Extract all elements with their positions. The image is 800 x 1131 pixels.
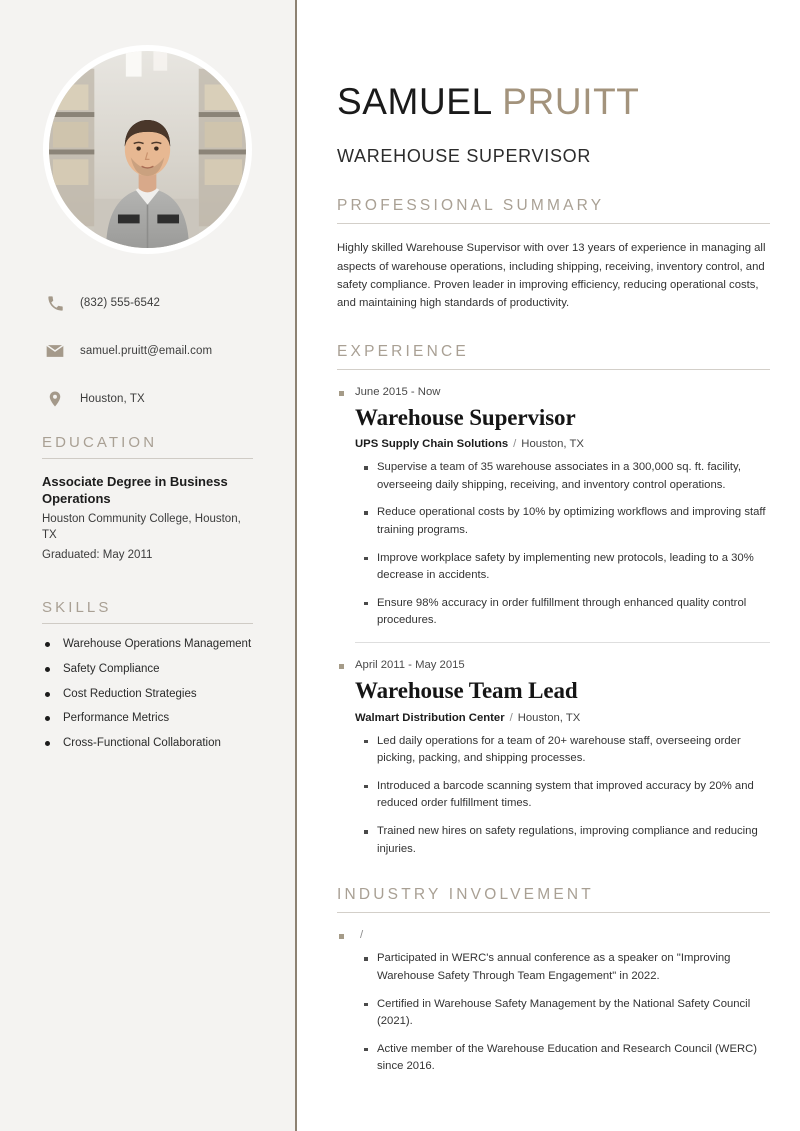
entry-company-line — [355, 438, 770, 450]
envelope-icon — [42, 338, 68, 364]
entry-bullet-list — [337, 950, 770, 1076]
entry-company-line — [355, 929, 770, 941]
contact-location[interactable] — [42, 386, 253, 412]
entry-bullet: Active member of the Warehouse Education and Research Council (WERC) since 2016. — [377, 1041, 770, 1076]
last-name: PRUITT — [502, 80, 640, 122]
warehouse-worker-portrait-illustration — [49, 51, 246, 248]
industry-involvement-rule — [337, 912, 770, 913]
phone-value: (832) 555-6542 — [80, 297, 161, 309]
experience-heading: EXPERIENCE — [337, 342, 469, 360]
skill-item: Cost Reduction Strategies — [42, 688, 253, 702]
experience-entry — [337, 386, 770, 643]
experience-rule — [337, 369, 770, 370]
professional-summary-heading: PROFESSIONAL SUMMARY — [337, 197, 605, 215]
profile-photo — [49, 51, 246, 248]
experience-section — [337, 343, 770, 859]
job-title: WAREHOUSE SUPERVISOR — [337, 146, 592, 167]
location-value: Houston, TX — [80, 393, 145, 405]
entry-bullet: Trained new hires on safety regulations, improving compliance and reducing injuries. — [377, 823, 770, 858]
industry-involvement-list — [337, 929, 770, 1076]
entry-bullet: Reduce operational costs by 10% by optimizing workflows and improving staff training programs. — [377, 504, 770, 539]
skills-list — [42, 638, 253, 751]
entry-bullet: Supervise a team of 35 warehouse associates in a 300,000 sq. ft. facility, overseeing daily shipping, receiving, and inventory control operations. — [377, 459, 770, 494]
entry-role: Warehouse Team Lead — [355, 678, 578, 704]
entry-company: UPS Supply Chain Solutions — [355, 438, 509, 451]
entry-role: Warehouse Supervisor — [355, 404, 576, 430]
education-degree: Associate Degree in Business Operations — [42, 474, 228, 507]
location-pin-icon — [42, 386, 68, 412]
entry-company-line — [355, 712, 770, 724]
education-heading: EDUCATION — [42, 434, 158, 451]
experience-entry — [337, 659, 770, 858]
contact-email[interactable] — [42, 338, 253, 364]
entry-date: June 2015 - Now — [337, 386, 770, 398]
entry-bullet: Ensure 98% accuracy in order fulfillment through enhanced quality control procedures. — [377, 595, 770, 630]
entry-bullet-list — [337, 733, 770, 859]
skill-item: Warehouse Operations Management — [42, 638, 253, 652]
entry-bullet: Improve workplace safety by implementing new protocols, leading to a 30% decrease in accidents. — [377, 550, 770, 585]
skills-rule — [42, 623, 253, 624]
industry-involvement-section — [337, 886, 770, 1076]
skill-item: Safety Compliance — [42, 663, 253, 677]
education-rule — [42, 458, 253, 459]
entry-date: April 2011 - May 2015 — [337, 659, 770, 671]
entry-bullet: Participated in WERC's annual conference as a speaker on "Improving Warehouse Safety Through Team Engagement" in 2022. — [377, 950, 770, 985]
entry-separator: / — [360, 929, 364, 942]
phone-icon — [42, 290, 68, 316]
contact-list — [42, 290, 253, 412]
entry-bullet: Led daily operations for a team of 20+ warehouse staff, overseeing order picking, packing, and shipping processes. — [377, 733, 770, 768]
main-content — [297, 0, 800, 1131]
experience-entry — [337, 929, 770, 1076]
professional-summary-text: Highly skilled Warehouse Supervisor with over 13 years of experience in managing all aspects of warehouse operations, including shipping, receiving, inventory control, and safety compliance. Proven leader in improving efficiency, reducing operational costs, and maintaining high standards of productivity. — [337, 242, 766, 310]
entry-bullet-list — [337, 459, 770, 630]
education-section — [42, 434, 253, 561]
skill-item: Performance Metrics — [42, 712, 253, 726]
entry-bullet: Introduced a barcode scanning system that improved accuracy by 20% and reduced order fulfillment times. — [377, 778, 770, 813]
professional-summary-rule — [337, 223, 770, 224]
page-title — [337, 80, 770, 122]
skills-section — [42, 599, 253, 751]
skills-heading: SKILLS — [42, 599, 112, 617]
sidebar — [0, 0, 295, 1131]
entry-divider — [355, 642, 770, 643]
education-graduation-date: Graduated: May 2011 — [42, 549, 153, 562]
contact-phone[interactable] — [42, 290, 253, 316]
avatar — [43, 45, 252, 254]
entry-separator: / — [513, 438, 517, 451]
professional-summary-section — [337, 197, 770, 312]
entry-company: Walmart Distribution Center — [355, 711, 505, 724]
email-value: samuel.pruitt@email.com — [80, 345, 213, 357]
industry-involvement-heading: INDUSTRY INVOLVEMENT — [337, 886, 594, 904]
entry-separator: / — [509, 711, 513, 724]
experience-list — [337, 386, 770, 859]
education-school: Houston Community College, Houston, TX — [42, 513, 241, 542]
entry-location: Houston, TX — [517, 711, 581, 724]
entry-location: Houston, TX — [521, 438, 584, 451]
entry-bullet: Certified in Warehouse Safety Management by the National Safety Council (2021). — [377, 996, 770, 1031]
first-name: SAMUEL — [337, 80, 492, 122]
skill-item: Cross-Functional Collaboration — [42, 737, 253, 751]
